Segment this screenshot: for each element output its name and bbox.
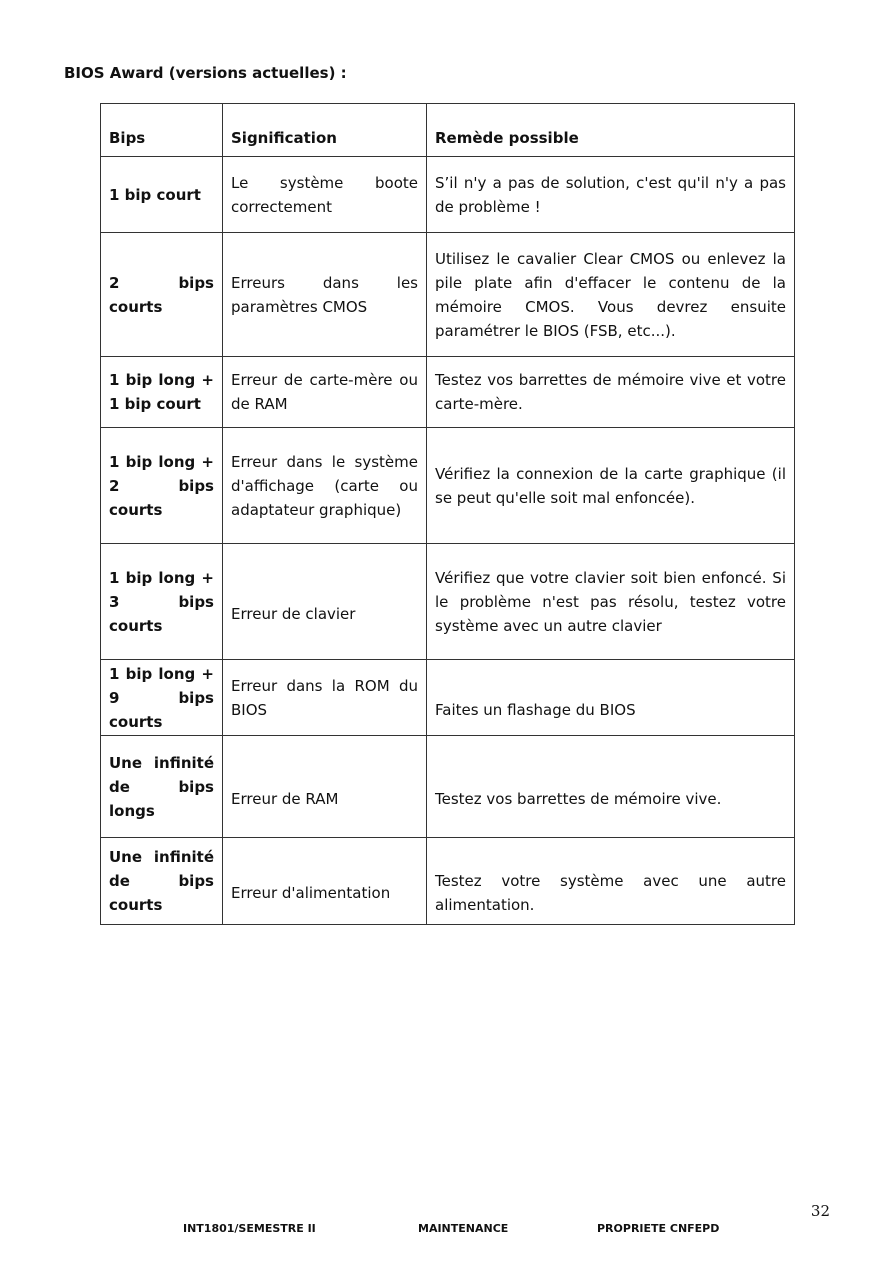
table-row [101,736,795,838]
cell-bips: 1 bip long + 9 bips courts [101,660,223,736]
header-signification: Signification [223,104,427,157]
cell-signification: Erreur dans le système d'affichage (carte ou adaptateur graphique) [223,428,427,544]
footer-owner: PROPRIETE CNFEPD [597,1222,720,1235]
footer-subject: MAINTENANCE [418,1222,509,1235]
cell-signification: Erreur de RAM [223,736,427,838]
bios-beep-table [100,103,795,925]
cell-signification: Erreurs dans les paramètres CMOS [223,233,427,357]
page-number: 32 [810,1202,830,1220]
cell-signification: Le système boote correctement [223,157,427,233]
section-heading: BIOS Award (versions actuelles) : [64,64,347,82]
cell-remede: Testez vos barrettes de mémoire vive. [427,736,795,838]
cell-signification: Erreur de carte-mère ou de RAM [223,357,427,428]
cell-bips: 1 bip long + 3 bips courts [101,544,223,660]
cell-remede: Vérifiez la connexion de la carte graphique (il se peut qu'elle soit mal enfoncée). [427,428,795,544]
header-remede: Remède possible [427,104,795,157]
table-row [101,428,795,544]
cell-remede: Testez votre système avec une autre alimentation. [427,838,795,925]
cell-remede: Testez vos barrettes de mémoire vive et votre carte-mère. [427,357,795,428]
footer-course: INT1801/SEMESTRE II [183,1222,316,1235]
header-bips: Bips [101,104,223,157]
table-row [101,660,795,736]
cell-signification: Erreur de clavier [223,544,427,660]
cell-remede: Faites un flashage du BIOS [427,660,795,736]
cell-bips: 2 bips courts [101,233,223,357]
cell-bips: 1 bip court [101,157,223,233]
table-row [101,157,795,233]
cell-remede: Utilisez le cavalier Clear CMOS ou enlevez la pile plate afin d'effacer le contenu de la mémoire CMOS. Vous devrez ensuite paramétrer le BIOS (FSB, etc...). [427,233,795,357]
cell-remede: Vérifiez que votre clavier soit bien enfoncé. Si le problème n'est pas résolu, testez votre système avec un autre clavier [427,544,795,660]
cell-bips: Une infinité de bips courts [101,838,223,925]
cell-bips: Une infinité de bips longs [101,736,223,838]
cell-bips: 1 bip long + 2 bips courts [101,428,223,544]
table-row [101,233,795,357]
table-header-row [101,104,795,157]
cell-remede: S’il n'y a pas de solution, c'est qu'il n'y a pas de problème ! [427,157,795,233]
cell-signification: Erreur d'alimentation [223,838,427,925]
cell-bips: 1 bip long + 1 bip court [101,357,223,428]
cell-signification: Erreur dans la ROM du BIOS [223,660,427,736]
table-row [101,357,795,428]
table-row [101,544,795,660]
table-row [101,838,795,925]
